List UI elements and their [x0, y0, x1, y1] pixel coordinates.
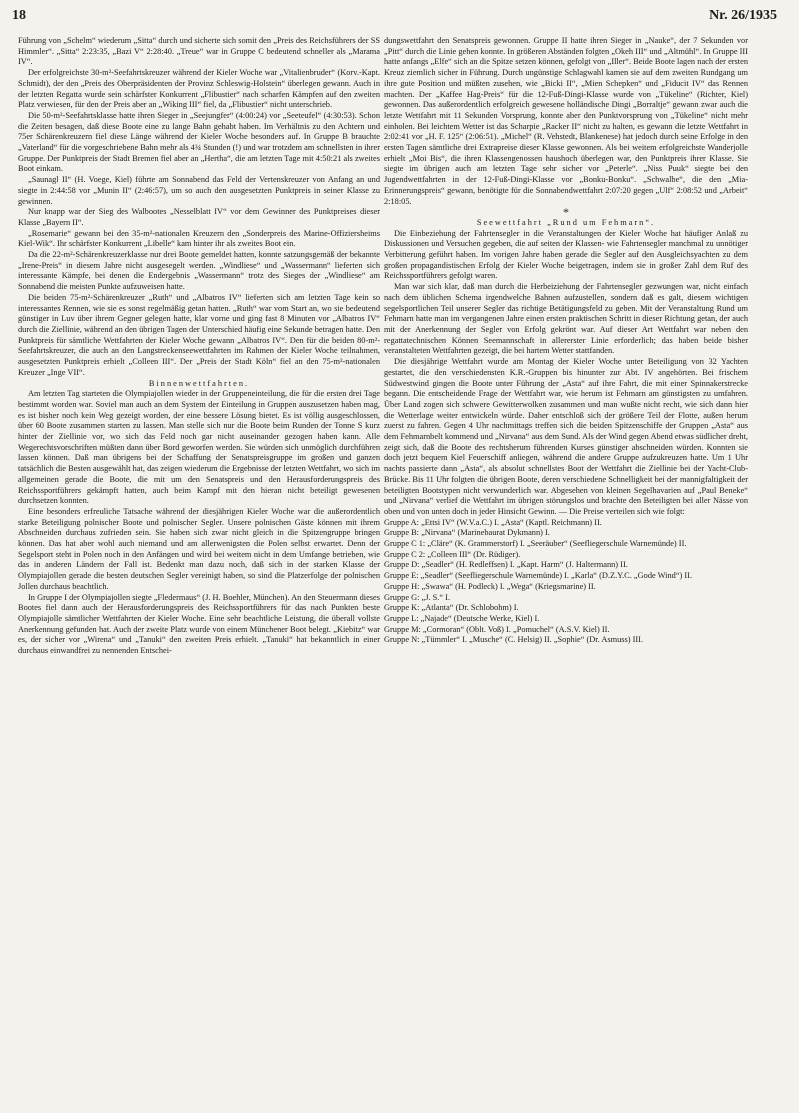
paragraph: Die Einbeziehung der Fahrtensegler in die Veranstaltungen der Kieler Woche hat häufiger Anlaß zu Diskussionen und Versuchen gegeben, die auf seiten der Klassen- wie Fahrtensegler manchmal zu unnötiger Verbitterung geführt haben. Im vorigen Jahre haben gerade die Segler auf den Ausgleichsyachten zu dem großen propagandistischen Erfolg der Kieler Woche beigetragen, indem sie in großer Zahl dem Ruf des Reichssportführers gefolgt waren.	[384, 228, 748, 281]
result-line: Gruppe B: „Nirvana“ (Marinebaurat Dykmann) I.	[384, 528, 550, 538]
result-line: Gruppe C 2: „Colleen III“ (Dr. Rüdiger).	[384, 549, 521, 559]
right-column	[384, 36, 748, 646]
result-line: Gruppe M: „Cormoran“ (Oblt. Voß) I. „Pomuchel“ (A.S.V. Kiel) II.	[384, 624, 610, 634]
paragraph: Die 50-m²-Seefahrtsklasse hatte ihren Sieger in „Seejungfer“ (4:00:24) vor „Seeteufel“ (4:30:53). Schon die Zeiten besagen, daß diese Boote eine zu lange Bahn gehabt haben. Im Verhältnis zu den Achtern und 75er Schärenkreuzern fiel diese Länge während der Kieler Woche besonders auf. In Gruppe B brauchte „Vaterland“ für die vorgeschriebene Bahn mehr als 4¾ Stunden (!) und war trotzdem am schnellsten in ihrer Gruppe. Der Punktpreis der Stadt Bremen fiel aber an „Hertha“, die am letzten Tage mit 4:50:21 als zweites Boot einkam.	[18, 110, 380, 174]
paragraph: Da die 22-m²-Schärenkreuzerklasse nur drei Boote gemeldet hatten, konnte satzungsgemäß der bekannte „Irene-Preis“ in diesem Jahre nicht ausgesegelt werden. „Windliese“ und „Wassermann“ lieferten sich interessante Kämpfe, bei denen die Endergebnis „Wassermann“ trotz des Sieges der „Windliese“ am Sonnabend die meisten Punkte aufzuweisen hatte.	[18, 250, 380, 292]
paragraph: Die beiden 75-m²-Schärenkreuzer „Ruth“ und „Albatros IV“ lieferten sich am letzten Tage kein so interessantes Rennen, wie sie es sonst regelmäßig getan hatten. „Ruth“ war vom Start an, wo sie bedeutend günstiger in Luv über ihrem Gegner gelegen hatte, klar vorne und ging fast 8 Minuten vor „Albatros IV“ durch die Ziellinie, während an den übrigen Tagen der Unterschied häufig eine Sekunde betragen hatte. Den Punktpreis für sämtliche Wettfahrten der Kieler Woche gewann „Albatros IV“. Den für die beiden 80-m²-Seefahrtskreuzer, die auch an den Langstreckenseewettfahrten im Rahmen der Kieler Woche teilnahmen, ausgesetzten Punktpreis erhielt „Colleen III“. Der „Preis der Stadt Köln“ fiel an den 75-m²-nationalen Kreuzer „Inge VII“.	[18, 292, 380, 377]
paragraph: Eine besonders erfreuliche Tatsache während der diesjährigen Kieler Woche war die außerordentlich starke Beteiligung polnischer Boote und polnischer Segler. Unsere polnischen Gäste können mit ihrem Abschneiden durchaus zufrieden sein. Sie haben sich zwar nicht gleich in die Spitzengruppe bringen können. Das hat aber wohl auch niemand und am allerwenigsten die Polen selbst erwartet. Denn der Segelsport steht in Polen noch in den Anfängen und wird bei weitem nicht in dem Umfange betrieben, wie das in anderen Ländern der Fall ist. Bedenkt man dazu noch, daß sich in der starken Klasse der Olympiajollen gerade die besten deutschen Segler vereinigt haben, so sind die Platzerfolge der polnischen Jollen durchaus beachtlich.	[18, 506, 380, 591]
result-line: Gruppe D: „Seadler“ (H. Redleffsen) I. „Kapt. Harm“ (J. Haltermann) II.	[384, 560, 628, 570]
paragraph: „Saunagl II“ (H. Voege, Kiel) führte am Sonnabend das Feld der Vertenskreuzer von Anfang an und siegte in 2:44:58 vor „Munin II“ (2:46:57), um so auch den ausgesetzten Punktpreis in seiner Klasse zu gewinnen.	[18, 175, 380, 206]
section-heading: Binnenwettfahrten.	[148, 378, 250, 388]
paragraph: „Rosemarie“ gewann bei den 35-m²-nationalen Kreuzern den „Sonderpreis des Marine-Offiziersheims Kiel-Wik“. Ihr schärfster Konkurrent „Libelle“ kam hinter ihr als zweites Boot ein.	[18, 228, 380, 249]
left-column	[18, 36, 380, 657]
paragraph: Die diesjährige Wettfahrt wurde am Montag der Kieler Woche unter Beteiligung von 32 Yachten gestartet, die den verschiedensten K.R.-Gruppen bis hinunter zur Abt. IV angehörten. Bei frischem Südwestwind gingen die Boote unter Führung der „Asta“ auf ihre Fahrt, die mit einer Spinnakerstrecke begann. Die entscheidende Frage der Wettfahrt war, wie herum ist Fehmarn am günstigsten zu umfahren. Über Land zogen sich schwere Gewitterwolken zusammen und man wußte nicht recht, wie sich dann hier die Wetterlage weiter entwickeln würde. Daher entschloß sich der größere Teil der Flotte, außen herum zuerst zu fahren. Gegen 4 Uhr nachmittags treffen sich die beiden Spitzenschiffe der Gruppen „Asta“ aus dem Fehmarnbelt kommend und „Nirvana“ aus dem Sund. Als der Wind gegen Abend etwas südlicher dreht, zeigt sich, daß die Boote des rechtsherum führenden Kurses günstiger abschneiden würden. Konnten sie doch jetzt bequem Kiel Feuerschiff anliegen, während die andere Gruppe aufzukreuzen hatte. Um 1 Uhr nachts passierte dann „Asta“, als absolut schnellstes Boot der Wettfahrt die Ziellinie bei der Yacht-Club-Brücke. Bis 11 Uhr folgten die übrigen Boote, deren verschiedene Schnelligkeit bei der mannigfaltigkeit der beteiligten Bootstypen nicht verwunderlich war. Abgesehen von kleinen Segelhavarien auf „Paul Beneke“ und „Nirvana“ verlief die Wettfahrt im übrigen störungslos und brachte den Beteiligten bei aller Nässe von oben und von unten doch in jeder Hinsicht Gewinn. — Die Preise verteilen sich wie folgt:	[384, 357, 748, 516]
paragraph: Am letzten Tag starteten die Olympiajollen wieder in der Gruppeneinteilung, die für die ersten drei Tage bestimmt worden war. Soviel man auch an dem System der Einteilung in Gruppen auszusetzen haben mag, es ist bisher noch kein Weg gezeigt worden, der eine bessere Lösung bietet. Es ist völlig ausgeschlossen, über 60 Boote zusammen starten zu lassen. Man stelle sich nur die Boote beim Runden der Tonne S kurz hinter der Ziellinie vor, wo sich das Feld noch gar nicht auseinander gezogen haben kann. Alle Wegerechtsvorschriften müßten dann über Bord geworfen werden. Sie würden sich unmöglich durchführen lassen können. Daß man übrigens bei der Schaffung der Senatspreisgruppe im großen und ganzen tatsächlich die Besten ausgewählt hat, das zeigen wiederum die Ergebnisse der letzten Wettfahrt, wo sich im allgemeinen gerade die Boote, die mit um den Senatspreis und den Herausforderungspreis des Reichssportführers gekämpft hatten, auch beim Kampf mit den hieran nicht beteiligt gewesenen durchsetzen konnten.	[18, 389, 380, 506]
paragraph: Führung von „Schelm“ wiederum „Sitta“ durch und sicherte sich somit den „Preis des Reichsführers der SS Himmler“. „Sitta“ 2:23:35, „Bazi V“ 2:28:40. „Treue“ war in Gruppe C bedeutend schneller als „Marama IV“.	[18, 36, 380, 67]
page-number: 18	[12, 8, 26, 23]
issue-number: Nr. 26/1935	[709, 8, 777, 23]
result-line: Gruppe H: „Swawa“ (H. Podleck) I. „Wega“ (Kriegsmarine) II.	[384, 581, 596, 591]
paragraph: In Gruppe I der Olympiajollen siegte „Fledermaus“ (J. H. Boehler, München). An den Steuermann dieses Bootes fiel dann auch der Herausforderungspreis des Reichssportführers für das nach Punkten beste Olympiajolle sämtlicher Wettfahrten der Kieler Woche. Eine sehr beachtliche Leistung, die überall vollste Anerkennung gefunden hat. Auch der zweite Platz wurde von einem Münchener Boot belegt. „Kiebitz“ war es, der sicher vor „Wirena“ und „Tanuki“ den zweiten Preis erhielt. „Tanuki“ hat bekanntlich in einer durchaus einwandfrei zu nennenden Entschei-	[18, 592, 380, 656]
result-line: Gruppe C 1: „Cläre“ (K. Grammerstorf) I. „Seeräuber“ (Seefliegerschule Warnemünde) II.	[384, 539, 687, 549]
paragraph: Der erfolgreichste 30-m²-Seefahrtskreuzer während der Kieler Woche war „Vitalienbruder“ (Korv.-Kapt. Schmidt), der den „Preis des Oberpräsidenten der Provinz Schleswig-Holstein“ überlegen gewann. Auch in der letzten Regatta wurde sein schärfster Konkurrent „Flibustier“ nach scharfen Kämpfen auf den zweiten Platz verwiesen, für den der Preis aber an „Wiking III“ fiel, da „Flibustier“ nicht unterschrieb.	[18, 68, 380, 110]
result-line: Gruppe K: „Atlanta“ (Dr. Schlobohm) I.	[384, 603, 519, 613]
result-line: Gruppe N: „Tümmler“ I. „Musche“ (C. Helsig) II. „Sophie“ (Dr. Asmuss) III.	[384, 635, 644, 645]
result-line: Gruppe L: „Najade“ (Deutsche Werke, Kiel) I.	[384, 613, 540, 623]
paragraph: Man war sich klar, daß man durch die Herbeiziehung der Fahrtensegler gezwungen war, nicht einfach nach dem üblichen Schema irgendwelche Bahnen aufzustellen, sondern daß es galt, diesem wichtigen segelsportlichen Teil unserer Segler das richtige Betätigungsfeld zu geben. Mit der Veranstaltung Rund um Fehmarn hatte man im vergangenen Jahre einen ersten praktischen Schritt in dieser Richtung getan, der auch mit der Anerkennung der Segler von Erfolg gekrönt war. Auf dieser Art Wettfahrt war neben den regattatechnischen Können Seemannschaft in allererster Linie erforderlich; das haben beide bisher veranstalteten Wettfahrten gezeigt, die bei hartem Wetter stattfanden.	[384, 282, 748, 356]
result-line: Gruppe G: „J. S.“ I.	[384, 592, 451, 602]
result-line: Gruppe A: „Ettsi IV“ (W.V.a.C.) I. „Asta“ (Kaptl. Reichmann) II.	[384, 517, 602, 527]
result-line: Gruppe E: „Seadler“ (Seefliegerschule Warnemünde) I. „Karla“ (D.Z.Y.C. „Gode Wind“) II.	[384, 571, 693, 581]
section-separator: *	[563, 205, 569, 220]
paragraph: Nur knapp war der Sieg des Walbootes „Nesselblatt IV“ vor dem Gewinner des Punktpreises dieser Klasse „Bayern II“.	[18, 207, 380, 227]
paragraph: dungswettfahrt den Senatspreis gewonnen. Gruppe II hatte ihren Sieger in „Nauke“, der 7 Sekunden vor „Pitt“ durch die Linie gehen konnte. In größeren Abständen folgten „Okeh III“ und „Altmühl“. In Gruppe III hatte anfangs „Elfe“ sich an die Spitze setzen können, gefolgt von „Iller“. Beide Boote lagen nach der ersten Kreuz ziemlich sicher in Führung. Durch ungünstige Schlagwahl kamen sie auf dem zweiten Rundgang um ihre gute Position und müßten zusehen, wie „Bicki II“, „Mien Schepken“ und „Fiducit IV“ das Rennen machten. Der „Kaffee Hag-Preis“ für die 12-Fuß-Dingi-Klasse wurde von „Tükeline“ (Richter, Kiel) gewonnen. Das außerordentlich erfolgreich gewesene holländische Dingi „Borraltje“ gewann zwar auch die letzte Wettfahrt mit 11 Sekunden Vorsprung, konnte aber den Punktvorsprung von „Tükeline“ nicht mehr einholen. Bei leichtem Wetter ist das Scharpie „Racker II“ nicht zu halten, es gewann die letzte Wettfahrt in 2:02:41 vor „H. F. 125“ (2:06:51). „Michel“ (R. Vehstedt, Blankenese) hat jedoch durch seine Erfolge in den ersten Tagen sämtliche drei Extrapreise dieser Klasse gewonnen. Als bei weitem erfolgreichste Wanderjolle erhielt „Moi Bis“, die ihren Klassengenossen haushoch überlegen war, den Punktpreis ihrer Klasse. Sie siegte im übrigen auch am letzten Tage sehr sicher vor „Peterle“. „Niss Puuk“ siegte bei den Jugendwettfahrten in der 12-Fuß-Dingi-Klasse vor „Bonku-Bonku“. „Schwalbe“, die den „Mia-Erinnerungspreis“ gewann, benötigte für die Sonnabendwettfahrt 2:07:20 gegen „Ulf“ 2:08:52 und „Arbeit“ 2:18:05.	[384, 36, 748, 206]
section-heading: Seewettfahrt „Rund um Fehmarn“.	[476, 217, 656, 227]
